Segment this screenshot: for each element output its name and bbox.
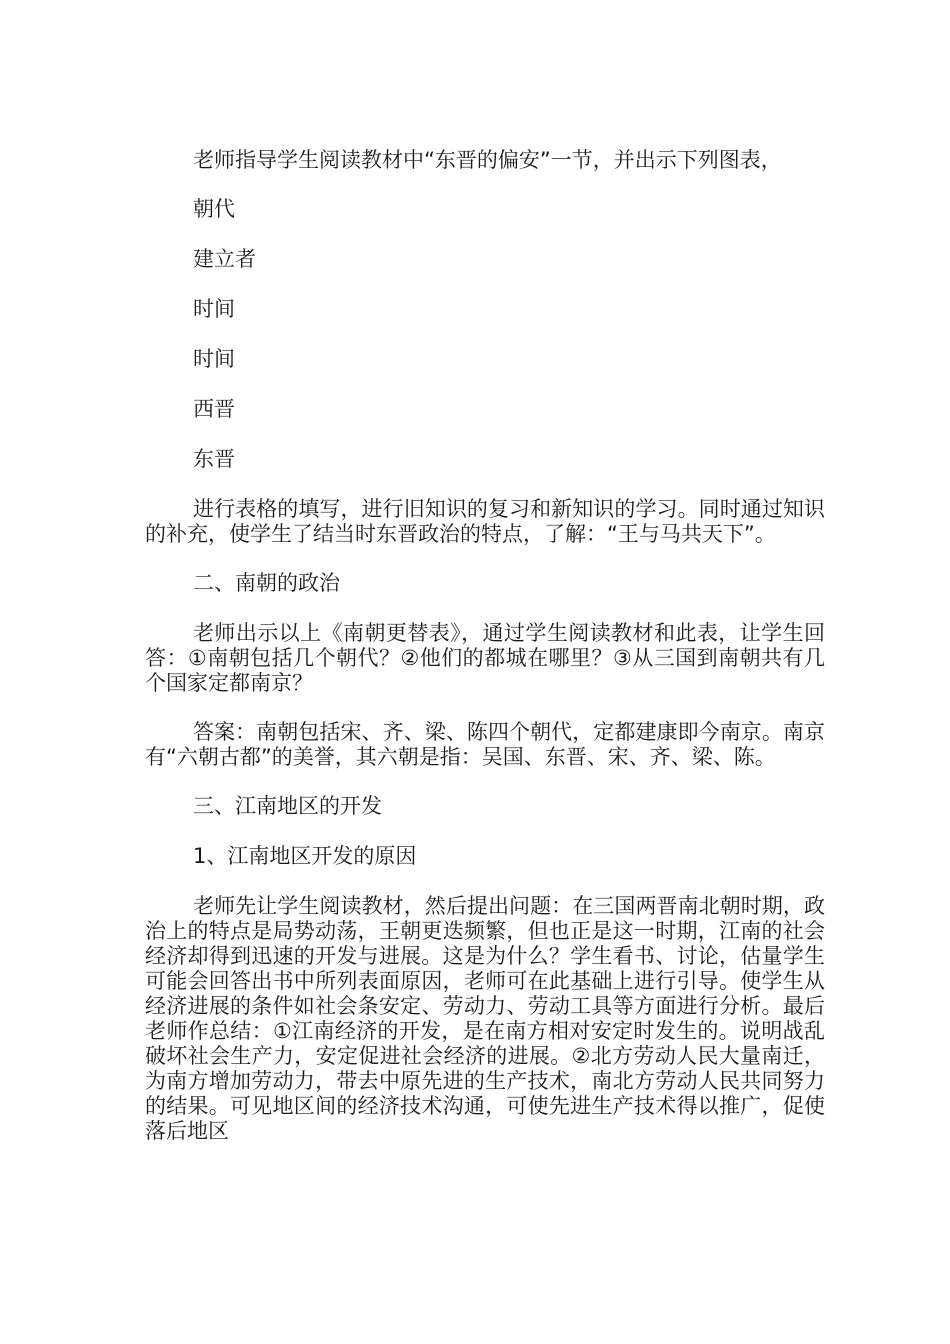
answer-paragraph: 答案：南朝包括宋、齐、梁、陈四个朝代，定都建康即今南京。南京有“六朝古都”的美誉，其六朝是指：吴国、东晋、宋、齐、梁、陈。 (145, 720, 825, 769)
subheading-development-reasons: 1、江南地区开发的原因 (193, 844, 417, 868)
table-item-western-jin: 西晋 (193, 397, 235, 421)
section-heading-jiangnan-development: 三、江南地区的开发 (193, 794, 382, 818)
document-body (145, 148, 825, 1144)
intro-paragraph: 老师指导学生阅读教材中“东晋的偏安”一节，并出示下列图表， (193, 148, 782, 172)
table-item-time: 时间 (193, 297, 235, 321)
southern-dynasties-paragraph: 老师出示以上《南朝更替表》，通过学生阅读教材和此表，让学生回答：①南朝包括几个朝代？②他们的都城在哪里？③从三国到南朝共有几个国家定都南京？ (145, 621, 825, 695)
section-heading-southern-politics: 二、南朝的政治 (193, 571, 340, 595)
fill-table-paragraph: 进行表格的填写，进行旧知识的复习和新知识的学习。同时通过知识的补充，使学生了结当时东晋政治的特点，了解：“王与马共天下”。 (145, 497, 825, 546)
development-paragraph: 老师先让学生阅读教材，然后提出问题：在三国两晋南北朝时期，政治上的特点是局势动荡，王朝更迭频繁，但也正是这一时期，江南的社会经济却得到迅速的开发与进展。这是为什么？学生看书、讨论，估量学生可能会回答出书中所列表面原因，老师可在此基础上进行引导。使学生从经济进展的条件如社会条安定、劳动力、劳动工具等方面进行分析。最后老师作总结：①江南经济的开发，是在南方相对安定时发生的。说明战乱破坏社会生产力，安定促进社会经济的进展。②北方劳动人民大量南迁，为南方增加劳动力，带去中原先进的生产技术，南北方劳动人民共同努力的结果。可见地区间的经济技术沟通，可使先进生产技术得以推广，促使落后地区 (145, 894, 825, 1143)
table-item-dynasty: 朝代 (193, 197, 235, 221)
table-item-time: 时间 (193, 347, 235, 371)
table-item-eastern-jin: 东晋 (193, 447, 235, 471)
table-item-founder: 建立者 (193, 247, 256, 271)
